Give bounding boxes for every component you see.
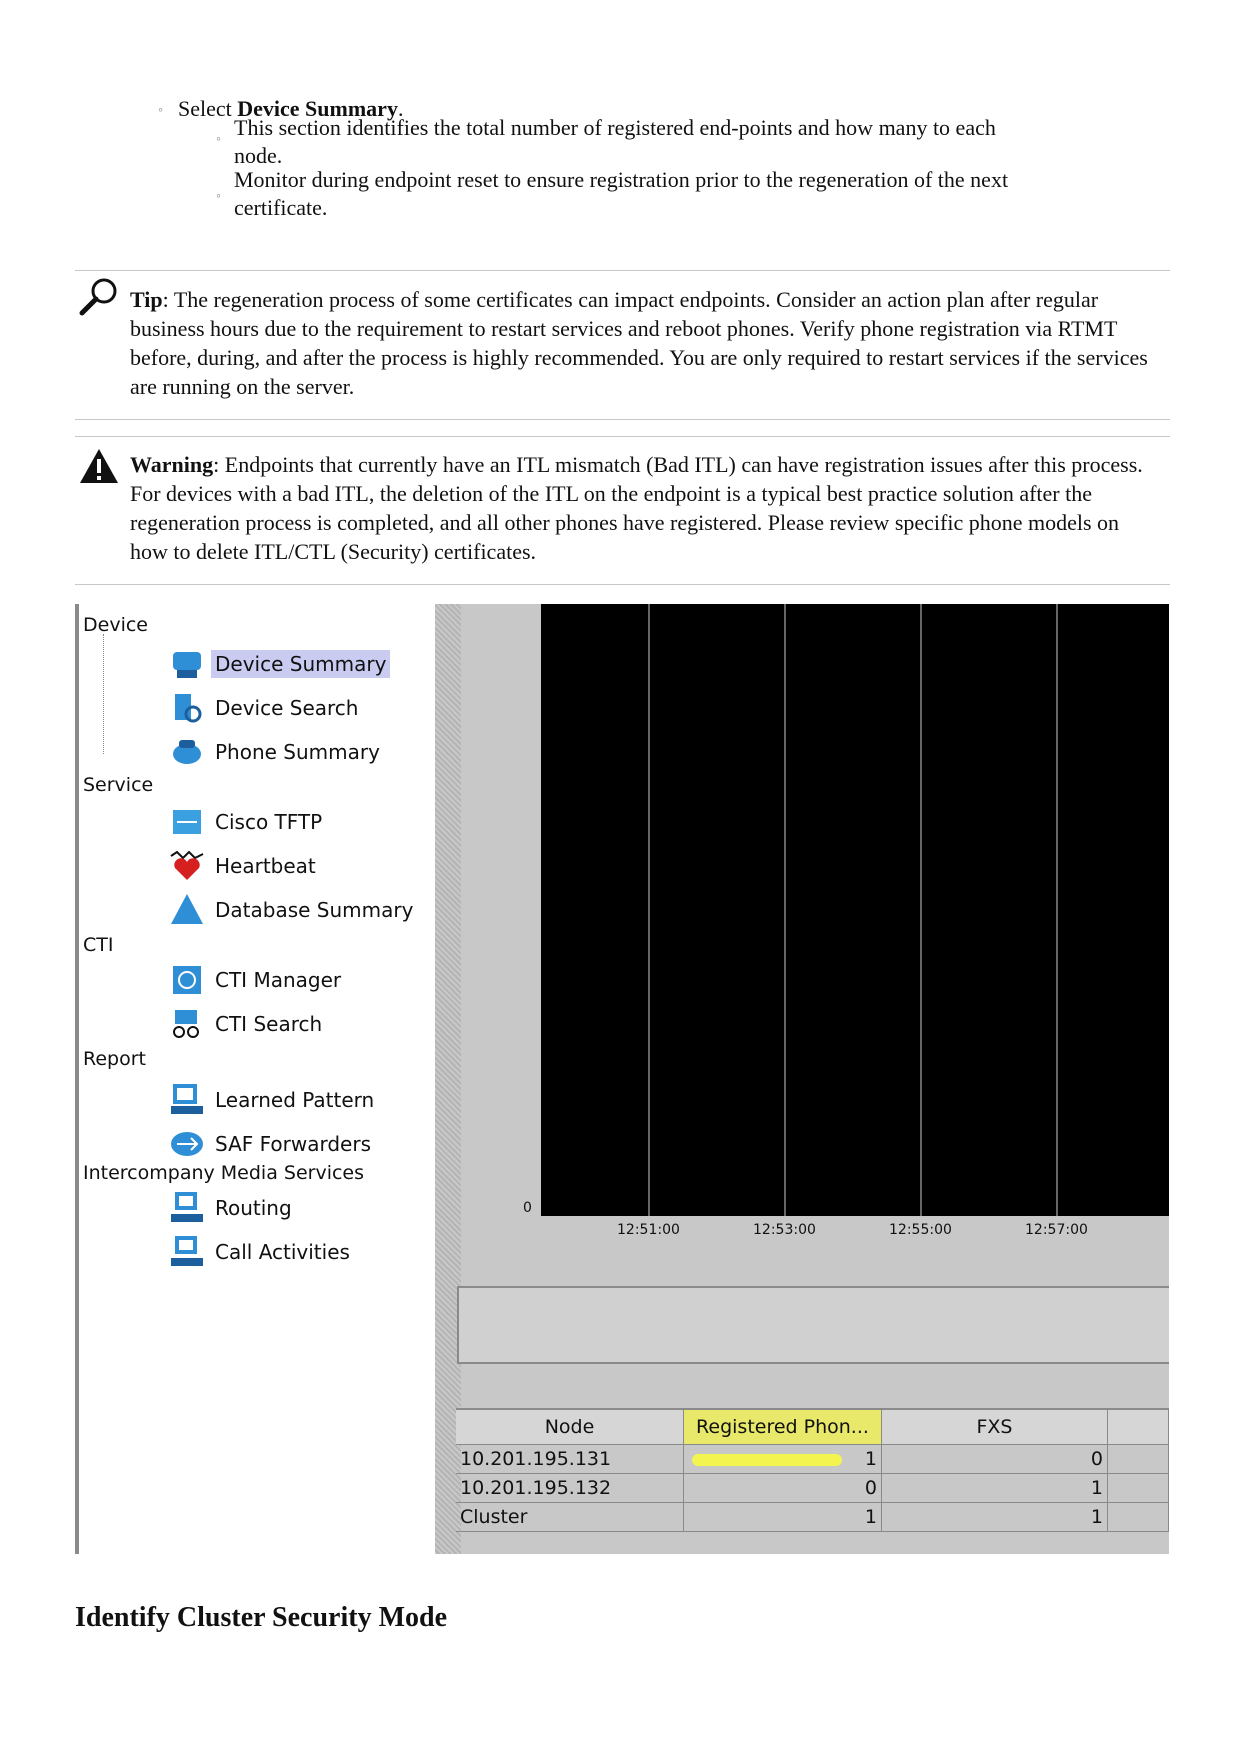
rtmt-navigation-tree <box>75 604 442 1554</box>
registered-devices-chart <box>461 604 1169 1284</box>
y-tick-label: 0 <box>523 1200 532 1216</box>
step-prefix: Select <box>178 96 238 121</box>
divider <box>75 584 1170 585</box>
heartbeat-icon <box>169 848 205 884</box>
device-summary-table <box>456 1408 1169 1528</box>
sub-bullet: ◦ <box>216 132 221 147</box>
chart-svg <box>541 604 1169 1216</box>
rtmt-screenshot <box>75 604 1169 1554</box>
tree-item-routing[interactable] <box>169 1190 296 1226</box>
x-tick-label: 12:57:00 <box>1025 1222 1088 1238</box>
tree-item-device-summary[interactable] <box>169 646 390 682</box>
column-header-fxs[interactable]: FXS <box>882 1410 1108 1444</box>
device-search-icon <box>169 690 205 726</box>
tree-group-intercompany-media-services[interactable]: Intercompany Media Services <box>83 1162 365 1184</box>
tree-item-saf-forwarders[interactable] <box>169 1126 375 1162</box>
cell-node: 10.201.195.131 <box>456 1445 684 1473</box>
column-header-node[interactable]: Node <box>456 1410 684 1444</box>
tip-text: : The regeneration process of some certificates can impact endpoints. Consider an action plan after regular business hours due to the requirement to restart services and reboot phones. Verify phone registration via RTMT before, during, and after the process is highly recommended. You are only required to restart services if the services are running on the server. <box>130 287 1148 399</box>
highlight-marker <box>692 1454 842 1466</box>
tree-item-label: Device Search <box>215 696 359 720</box>
saf-forwarders-icon <box>169 1126 205 1162</box>
step-bold: Device Summary <box>237 96 398 121</box>
tree-item-label: Call Activities <box>215 1240 350 1264</box>
tree-item-cisco-tftp[interactable] <box>169 804 326 840</box>
divider <box>75 436 1170 437</box>
x-tick-label: 12:51:00 <box>617 1222 680 1238</box>
tree-group-service[interactable]: Service <box>83 774 154 796</box>
tree-group-report[interactable]: Report <box>83 1048 146 1070</box>
cell-registered-phones: 1 <box>684 1445 882 1473</box>
sub-step-2: Monitor during endpoint reset to ensure registration prior to the regeneration of the next certificate. <box>234 167 1009 220</box>
tree-item-label: CTI Search <box>215 1012 323 1036</box>
tree-item-label: Cisco TFTP <box>215 810 323 834</box>
tree-item-cti-manager[interactable] <box>169 962 345 998</box>
cell-fxs: 1 <box>882 1503 1108 1531</box>
warning-triangle-icon <box>78 447 120 485</box>
tree-item-label: Device Summary <box>211 650 390 678</box>
tip-note <box>130 285 1160 401</box>
tree-connector <box>103 634 104 754</box>
tree-item-label: Learned Pattern <box>215 1088 375 1112</box>
cell-fxs: 0 <box>882 1445 1108 1473</box>
tree-item-heartbeat[interactable] <box>169 848 320 884</box>
warning-text: : Endpoints that currently have an ITL mismatch (Bad ITL) can have registration issues after this process. For devices with a bad ITL, the deletion of the ITL on the endpoint is a typical best practice solution after the regeneration process is completed, and all other phones have registered. Please review specific phone models on how to delete ITL/CTL (Security) certificates. <box>130 452 1143 564</box>
tftp-icon <box>169 804 205 840</box>
cell-extra <box>1108 1445 1169 1473</box>
call-activities-icon <box>169 1234 205 1270</box>
cell-fxs: 1 <box>882 1474 1108 1502</box>
list-bullet: ◦ <box>158 103 163 118</box>
tip-label: Tip <box>130 287 163 312</box>
magnifier-icon <box>78 277 120 317</box>
tree-item-label: CTI Manager <box>215 968 342 992</box>
tree-item-label: Heartbeat <box>215 854 316 878</box>
tree-item-label: Routing <box>215 1196 292 1220</box>
cell-node: 10.201.195.132 <box>456 1474 684 1502</box>
column-header-extra[interactable] <box>1108 1410 1169 1444</box>
warning-note <box>130 450 1160 566</box>
sub-step-1: This section identifies the total number of registered end-points and how many to each node. <box>234 115 996 168</box>
cell-node: Cluster <box>456 1503 684 1531</box>
divider <box>75 270 1170 271</box>
cti-search-icon <box>169 1006 205 1042</box>
section-heading: Identify Cluster Security Mode <box>75 1602 447 1633</box>
phone-summary-icon <box>169 734 205 770</box>
chart-info-panel <box>457 1286 1169 1364</box>
tree-item-label: Phone Summary <box>215 740 380 764</box>
learned-pattern-icon <box>169 1082 205 1118</box>
tree-item-label: SAF Forwarders <box>215 1132 371 1156</box>
table-row[interactable] <box>456 1503 1169 1532</box>
warning-label: Warning <box>130 452 214 477</box>
routing-icon <box>169 1190 205 1226</box>
cti-manager-icon <box>169 962 205 998</box>
device-summary-icon <box>169 646 205 682</box>
database-icon <box>169 892 205 928</box>
chart-plot-area <box>541 604 1169 1216</box>
divider <box>75 419 1170 420</box>
cell-registered-phones: 0 <box>684 1474 882 1502</box>
x-tick-label: 12:55:00 <box>889 1222 952 1238</box>
tree-item-database-summary[interactable] <box>169 892 417 928</box>
sub-bullet: ◦ <box>216 189 221 204</box>
tree-group-cti[interactable]: CTI <box>83 934 114 956</box>
tree-item-cti-search[interactable] <box>169 1006 326 1042</box>
tree-group-device[interactable]: Device <box>83 614 148 636</box>
column-header-registered-phones[interactable]: Registered Phon... <box>684 1410 882 1444</box>
x-tick-label: 12:53:00 <box>753 1222 816 1238</box>
cell-extra <box>1108 1474 1169 1502</box>
tree-item-learned-pattern[interactable] <box>169 1082 378 1118</box>
tree-item-call-activities[interactable] <box>169 1234 354 1270</box>
cell-registered-phones: 1 <box>684 1503 882 1531</box>
cell-extra <box>1108 1503 1169 1531</box>
table-row[interactable] <box>456 1474 1169 1503</box>
tree-item-label: Database Summary <box>215 898 414 922</box>
tree-item-phone-summary[interactable] <box>169 734 384 770</box>
step-suffix: . <box>397 96 404 121</box>
table-header-row <box>456 1410 1169 1445</box>
tree-item-device-search[interactable] <box>169 690 362 726</box>
